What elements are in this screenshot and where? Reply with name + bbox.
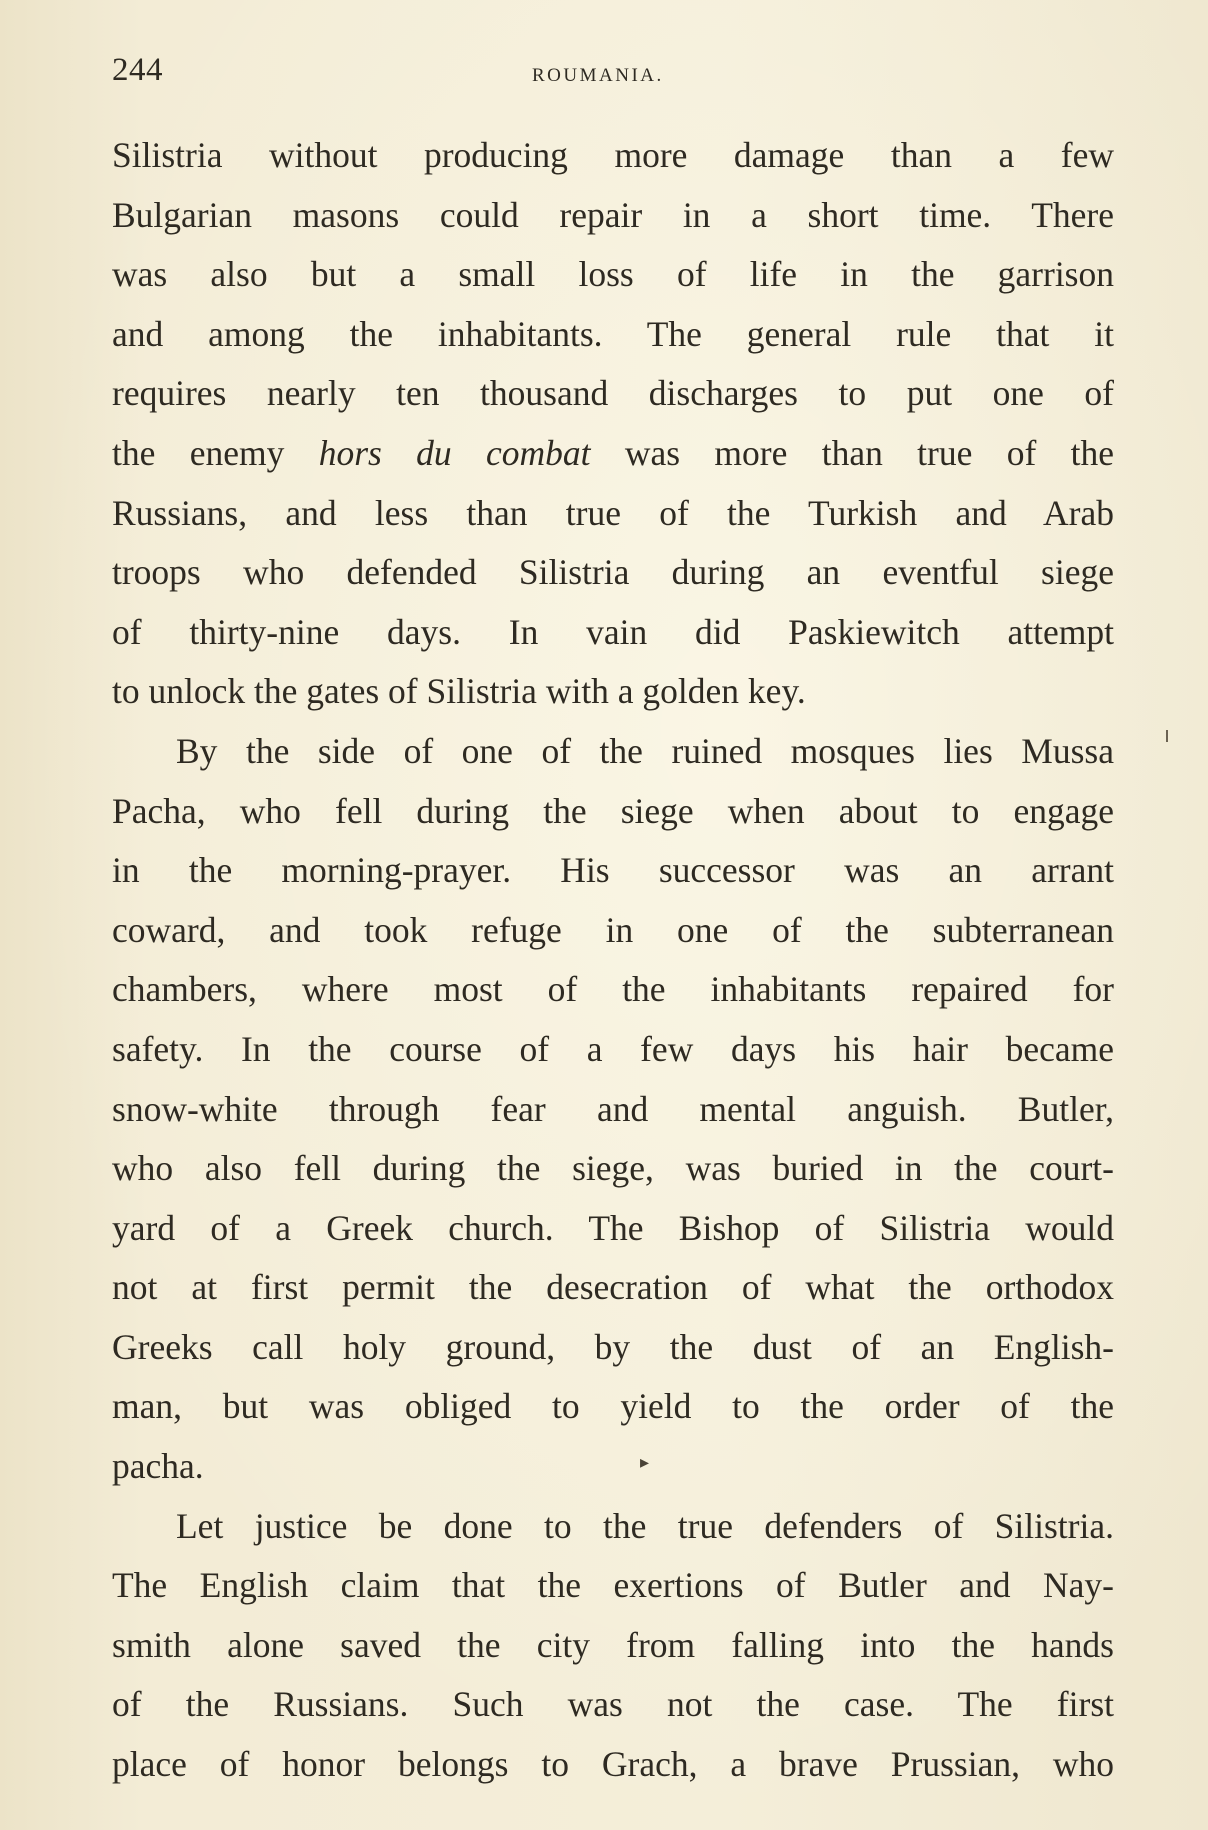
text-line: Greeks call holy ground, by the dust of an English- xyxy=(112,1326,1114,1367)
text-line: not at first permit the desecration of what the orthodox xyxy=(112,1267,1114,1308)
text-line: yard of a Greek church. The Bishop of Silistria would xyxy=(112,1207,1114,1248)
text-line: The English claim that the exertions of Butler and Nay- xyxy=(112,1565,1114,1606)
text-line: and among the inhabitants. The general rule that it xyxy=(112,313,1114,354)
text-line: of thirty-nine days. In vain did Paskiewitch attempt xyxy=(112,611,1114,652)
paragraph-1 xyxy=(112,126,1114,722)
text-line: snow-white through fear and mental anguish. Butler, xyxy=(112,1088,1114,1129)
paragraph-3 xyxy=(112,1497,1114,1795)
print-speck-mark: ▸ xyxy=(640,1452,650,1472)
text-line: pacha. xyxy=(112,1446,204,1487)
text-line: place of honor belongs to Grach, a brave Prussian, who xyxy=(112,1744,1114,1785)
text-segment: the enemy xyxy=(112,432,319,473)
text-line: Silistria without producing more damage than a few xyxy=(112,135,1114,175)
text-line: to unlock the gates of Silistria with a golden key. xyxy=(112,671,806,712)
page-number: 244 xyxy=(112,52,163,88)
text-line xyxy=(112,424,1114,484)
text-segment: was more than true of the xyxy=(590,432,1114,473)
text-line: chambers, where most of the inhabitants repaired for xyxy=(112,969,1114,1010)
text-line: man, but was obliged to yield to the order of the xyxy=(112,1386,1114,1427)
text-line: of the Russians. Such was not the case. The first xyxy=(112,1684,1114,1725)
text-line: Pacha, who fell during the siege when about to engage xyxy=(112,790,1114,831)
text-line: in the morning-prayer. His successor was an arrant xyxy=(112,850,1114,891)
text-line: requires nearly ten thousand discharges to put one of xyxy=(112,373,1114,414)
text-line: troops who defended Silistria during an eventful siege xyxy=(112,552,1114,593)
text-line: Russians, and less than true of the Turkish and Arab xyxy=(112,492,1114,533)
text-line: Bulgarian masons could repair in a short time. There xyxy=(112,194,1114,235)
page-header xyxy=(112,44,1114,96)
text-line: safety. In the course of a few days his hair became xyxy=(112,1028,1114,1069)
italic-phrase: hors du combat xyxy=(318,432,591,473)
text-line: By the side of one of the ruined mosques lies Mussa xyxy=(176,730,1114,771)
text-line: who also fell during the siege, was buried in the court- xyxy=(112,1148,1114,1189)
print-edge-mark xyxy=(1166,730,1168,742)
body-text xyxy=(112,126,1114,1795)
text-line: was also but a small loss of life in the garrison xyxy=(112,254,1114,295)
text-line: Let justice be done to the true defenders of Silistria. xyxy=(176,1505,1114,1546)
text-line: coward, and took refuge in one of the subterranean xyxy=(112,909,1114,950)
running-head: ROUMANIA. xyxy=(532,65,664,86)
paragraph-2 xyxy=(112,722,1114,1497)
text-line: smith alone saved the city from falling into the hands xyxy=(112,1624,1114,1665)
